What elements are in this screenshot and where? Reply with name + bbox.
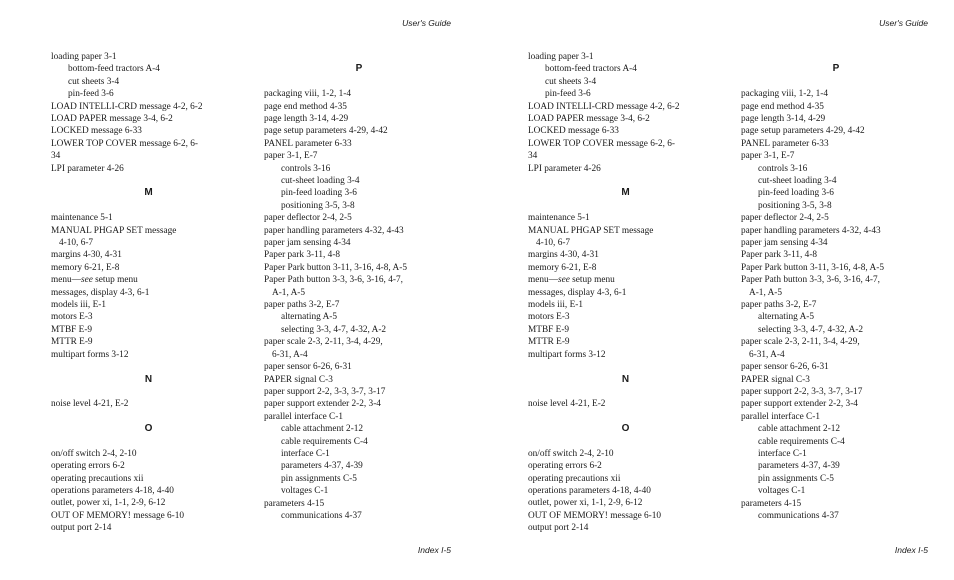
spacer xyxy=(51,361,246,373)
index-entry: paper support 2-2, 3-3, 3-7, 3-17 xyxy=(264,386,386,397)
index-entry: LOWER TOP COVER message 6-2, 6- xyxy=(51,138,199,149)
index-entry: page end method 4-35 xyxy=(741,101,824,112)
page-footer: Index I-5 xyxy=(417,545,451,555)
index-subentry: pin-feed 3-6 xyxy=(545,89,591,100)
index-entry: packaging viii, 1-2, 1-4 xyxy=(264,89,352,100)
index-entry: paper jam sensing 4-34 xyxy=(741,238,828,249)
index-entry: LOCKED message 6-33 xyxy=(528,126,619,137)
index-entry: paper 3-1, E-7 xyxy=(741,151,795,162)
section-letter: P xyxy=(832,63,840,75)
index-entry: MTTR E-9 xyxy=(51,337,93,348)
section-letter: P xyxy=(355,63,363,75)
index-entry: LOWER TOP COVER message 6-2, 6- xyxy=(528,138,676,149)
index-subentry: communications 4-37 xyxy=(758,510,839,521)
spacer xyxy=(51,200,246,212)
index-entry: messages, display 4-3, 6-1 xyxy=(528,287,627,298)
index-subentry: pin-feed 3-6 xyxy=(68,89,114,100)
index-subentry: selecting 3-3, 4-7, 4-32, A-2 xyxy=(281,324,387,335)
index-entry: paper support extender 2-2, 3-4 xyxy=(741,399,858,410)
spacer xyxy=(528,200,723,212)
index-entry-continuation: A-1, A-5 xyxy=(272,287,306,298)
index-entry: LOAD PAPER message 3-4, 6-2 xyxy=(51,114,173,125)
index-entry: Paper Park button 3-11, 3-16, 4-8, A-5 xyxy=(741,262,884,273)
index-entry: MTBF E-9 xyxy=(51,324,93,335)
index-entry: noise level 4-21, E-2 xyxy=(528,399,606,410)
index-entry: margins 4-30, 4-31 xyxy=(51,250,122,261)
index-entry: paper paths 3-2, E-7 xyxy=(741,300,817,311)
index-entry: paper paths 3-2, E-7 xyxy=(264,300,340,311)
index-entry: operating precautions xii xyxy=(51,473,144,484)
spacer xyxy=(528,386,723,398)
index-entry: MTBF E-9 xyxy=(528,324,570,335)
index-entry-continuation: 6-31, A-4 xyxy=(272,349,308,360)
index-entry: margins 4-30, 4-31 xyxy=(528,250,599,261)
spacer xyxy=(51,435,246,447)
index-entry: messages, display 4-3, 6-1 xyxy=(51,287,150,298)
index-entry: operations parameters 4-18, 4-40 xyxy=(528,486,651,497)
index-entry: MANUAL PHGAP SET message xyxy=(51,225,177,236)
index-subentry: cut sheets 3-4 xyxy=(68,76,120,87)
index-subentry: controls 3-16 xyxy=(281,163,331,174)
index-entry: motors E-3 xyxy=(51,312,93,323)
index-subentry: positioning 3-5, 3-8 xyxy=(281,200,355,211)
index-entry: output port 2-14 xyxy=(528,523,589,534)
spacer xyxy=(741,51,931,63)
index-entry: MANUAL PHGAP SET message xyxy=(528,225,654,236)
index-entry: parameters 4-15 xyxy=(741,498,802,509)
spacer xyxy=(528,411,723,423)
index-entry: motors E-3 xyxy=(528,312,570,323)
index-subentry: pin assignments C-5 xyxy=(281,473,357,484)
index-entry: paper deflector 2-4, 2-5 xyxy=(741,213,829,224)
index-entry: paper jam sensing 4-34 xyxy=(264,238,351,249)
index-subentry: cable requirements C-4 xyxy=(281,436,368,447)
index-subentry: bottom-feed tractors A-4 xyxy=(545,64,637,75)
spacer xyxy=(528,361,723,373)
index-entry: models iii, E-1 xyxy=(51,300,107,311)
index-subentry: interface C-1 xyxy=(758,448,807,459)
index-entry: PAPER signal C-3 xyxy=(264,374,333,385)
index-entry: LPI parameter 4-26 xyxy=(51,163,124,174)
spacer xyxy=(51,386,246,398)
index-entry: paper handling parameters 4-32, 4-43 xyxy=(741,225,881,236)
index-entry-continuation: A-1, A-5 xyxy=(749,287,783,298)
spacer xyxy=(528,175,723,187)
index-entry: outlet, power xi, 1-1, 2-9, 6-12 xyxy=(51,498,166,509)
section-letter: O xyxy=(144,423,153,435)
index-entry: PAPER signal C-3 xyxy=(741,374,810,385)
index-subentry: pin-feed loading 3-6 xyxy=(281,188,357,199)
spacer xyxy=(51,411,246,423)
index-entry: LOAD INTELLI-CRD message 4-2, 6-2 xyxy=(51,101,203,112)
index-entry: MTTR E-9 xyxy=(528,337,570,348)
index-entry: paper support 2-2, 3-3, 3-7, 3-17 xyxy=(741,386,863,397)
index-subentry: alternating A-5 xyxy=(758,312,815,323)
index-subentry: cable attachment 2-12 xyxy=(758,424,841,435)
index-entry: output port 2-14 xyxy=(51,523,112,534)
index-entry: OUT OF MEMORY! message 6-10 xyxy=(51,510,185,521)
section-letter: N xyxy=(621,373,630,385)
index-entry: parallel interface C-1 xyxy=(264,411,343,422)
see-reference: see xyxy=(557,275,570,286)
spacer xyxy=(51,175,246,187)
index-subentry: controls 3-16 xyxy=(758,163,808,174)
index-entry: 34 xyxy=(51,151,61,162)
index-entry-continuation: 4-10, 6-7 xyxy=(536,238,571,249)
index-subentry: cut sheets 3-4 xyxy=(545,76,597,87)
index-subentry: communications 4-37 xyxy=(281,510,362,521)
index-entry: LOCKED message 6-33 xyxy=(51,126,142,137)
index-entry: maintenance 5-1 xyxy=(51,213,113,224)
index-entry: page length 3-14, 4-29 xyxy=(264,113,349,124)
index-subentry: selecting 3-3, 4-7, 4-32, A-2 xyxy=(758,324,864,335)
index-entry: page end method 4-35 xyxy=(264,101,347,112)
index-entry: page length 3-14, 4-29 xyxy=(741,113,826,124)
index-column-1 xyxy=(528,51,723,535)
index-entry: operating errors 6-2 xyxy=(51,461,125,472)
index-entry: parallel interface C-1 xyxy=(741,411,820,422)
spacer xyxy=(264,76,454,88)
index-entry: paper support extender 2-2, 3-4 xyxy=(264,399,381,410)
section-letter: M xyxy=(144,187,153,199)
running-header: User's Guide xyxy=(879,18,928,28)
index-entry: menu—see setup menu xyxy=(528,275,615,286)
index-entry: Paper park 3-11, 4-8 xyxy=(741,250,818,261)
index-entry: multipart forms 3-12 xyxy=(51,349,129,360)
index-subentry: cable requirements C-4 xyxy=(758,436,845,447)
index-entry: paper scale 2-3, 2-11, 3-4, 4-29, xyxy=(741,337,860,348)
index-entry: paper sensor 6-26, 6-31 xyxy=(741,362,829,373)
index-column-2 xyxy=(264,51,454,522)
section-letter: M xyxy=(621,187,630,199)
index-entry: operating errors 6-2 xyxy=(528,461,602,472)
index-entry: LPI parameter 4-26 xyxy=(528,163,601,174)
index-entry: PANEL parameter 6-33 xyxy=(741,138,829,149)
index-entry: Paper park 3-11, 4-8 xyxy=(264,250,341,261)
right-page xyxy=(477,0,954,580)
index-subentry: parameters 4-37, 4-39 xyxy=(281,461,363,472)
index-subentry: bottom-feed tractors A-4 xyxy=(68,64,160,75)
index-subentry: voltages C-1 xyxy=(281,486,329,497)
index-entry-continuation: 6-31, A-4 xyxy=(749,349,785,360)
index-entry: paper scale 2-3, 2-11, 3-4, 4-29, xyxy=(264,337,383,348)
index-entry: outlet, power xi, 1-1, 2-9, 6-12 xyxy=(528,498,643,509)
index-entry: OUT OF MEMORY! message 6-10 xyxy=(528,510,662,521)
index-entry: Paper Park button 3-11, 3-16, 4-8, A-5 xyxy=(264,262,407,273)
index-subentry: cable attachment 2-12 xyxy=(281,424,364,435)
running-header: User's Guide xyxy=(402,18,451,28)
index-entry: multipart forms 3-12 xyxy=(528,349,606,360)
index-entry: LOAD PAPER message 3-4, 6-2 xyxy=(528,114,650,125)
index-column-2 xyxy=(741,51,931,522)
index-subentry: voltages C-1 xyxy=(758,486,806,497)
spacer xyxy=(528,435,723,447)
index-subentry: cut-sheet loading 3-4 xyxy=(758,176,837,187)
spacer xyxy=(264,51,454,63)
index-entry: paper sensor 6-26, 6-31 xyxy=(264,362,352,373)
index-column-1 xyxy=(51,51,246,535)
index-entry: noise level 4-21, E-2 xyxy=(51,399,129,410)
see-reference: see xyxy=(80,275,93,286)
index-entry: operations parameters 4-18, 4-40 xyxy=(51,486,174,497)
index-entry-continuation: 4-10, 6-7 xyxy=(59,238,94,249)
index-entry: LOAD INTELLI-CRD message 4-2, 6-2 xyxy=(528,101,680,112)
index-entry: page setup parameters 4-29, 4-42 xyxy=(264,126,388,137)
index-entry: page setup parameters 4-29, 4-42 xyxy=(741,126,865,137)
index-entry: memory 6-21, E-8 xyxy=(51,262,120,273)
index-subentry: pin-feed loading 3-6 xyxy=(758,188,834,199)
page-footer: Index I-5 xyxy=(894,545,928,555)
index-entry: Paper Path button 3-3, 3-6, 3-16, 4-7, xyxy=(264,275,403,286)
index-entry: memory 6-21, E-8 xyxy=(528,262,597,273)
index-entry: loading paper 3-1 xyxy=(528,52,594,62)
index-entry: models iii, E-1 xyxy=(528,300,584,311)
index-entry: operating precautions xii xyxy=(528,473,621,484)
index-entry: paper 3-1, E-7 xyxy=(264,151,318,162)
section-letter: N xyxy=(144,373,153,385)
index-entry: paper handling parameters 4-32, 4-43 xyxy=(264,225,404,236)
section-letter: O xyxy=(621,423,630,435)
index-subentry: interface C-1 xyxy=(281,448,330,459)
index-entry: on/off switch 2-4, 2-10 xyxy=(528,448,614,459)
index-entry: menu—see setup menu xyxy=(51,275,138,286)
index-entry: paper deflector 2-4, 2-5 xyxy=(264,213,352,224)
index-subentry: alternating A-5 xyxy=(281,312,338,323)
index-subentry: parameters 4-37, 4-39 xyxy=(758,461,840,472)
index-subentry: pin assignments C-5 xyxy=(758,473,834,484)
spacer xyxy=(741,76,931,88)
index-entry: PANEL parameter 6-33 xyxy=(264,138,352,149)
index-subentry: positioning 3-5, 3-8 xyxy=(758,200,832,211)
index-entry: 34 xyxy=(528,151,538,162)
index-entry: Paper Path button 3-3, 3-6, 3-16, 4-7, xyxy=(741,275,880,286)
index-entry: packaging viii, 1-2, 1-4 xyxy=(741,89,829,100)
index-entry: parameters 4-15 xyxy=(264,498,325,509)
index-entry: on/off switch 2-4, 2-10 xyxy=(51,448,137,459)
index-entry: loading paper 3-1 xyxy=(51,52,117,62)
index-entry: maintenance 5-1 xyxy=(528,213,590,224)
index-subentry: cut-sheet loading 3-4 xyxy=(281,176,360,187)
